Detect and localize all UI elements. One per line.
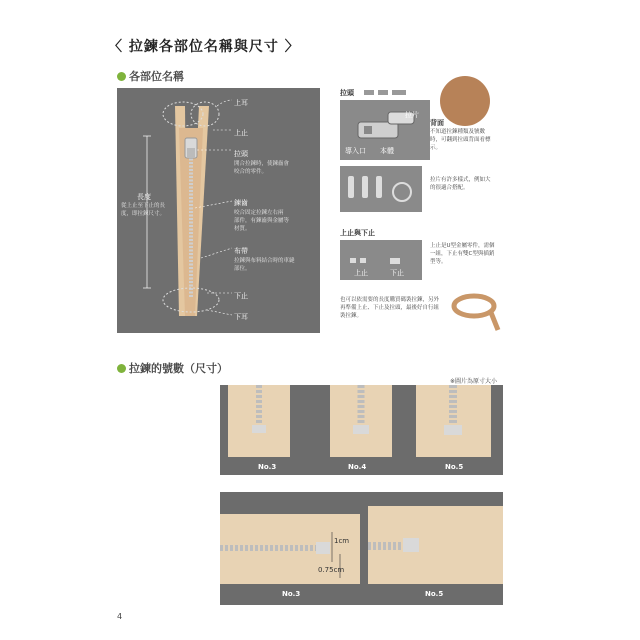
label-top-stop-part: 上止 <box>354 269 368 277</box>
measure-size-label-2: No.5 <box>425 590 444 598</box>
label-entry: 導入口 <box>345 147 366 155</box>
length-desc: 從上止至下止的長 度，即拉鍊尺寸。 <box>121 203 166 217</box>
label-slider: 拉頭 <box>234 150 248 158</box>
section-heading-parts: 各部位名稱 <box>117 68 184 84</box>
label-teeth: 鍊齒 <box>234 199 248 207</box>
section-heading-sizes: 拉鍊的號數（尺寸） <box>117 360 228 376</box>
zipper-measure-illustration <box>220 492 503 605</box>
size-label-2: No.4 <box>348 463 367 471</box>
slider-photo <box>340 100 430 160</box>
tape-desc: 拉鍊與布料結合時的車縫 部位。 <box>234 258 295 272</box>
label-bottom-stop-part: 下止 <box>390 269 404 277</box>
label-bottom-ear: 下耳 <box>234 313 248 321</box>
puller-variety-photo <box>340 166 422 212</box>
pull-heading: 拉頭 <box>340 89 354 97</box>
slider-desc: 開合拉鍊時，使鍊齒會 咬合的零件。 <box>234 161 290 175</box>
bullet-icon <box>117 72 126 81</box>
label-puller: 拉片 <box>405 111 419 119</box>
stops-heading: 上止與下止 <box>340 229 375 237</box>
measure-label-075cm: 0.75cm <box>318 566 345 574</box>
label-back: 背面 <box>430 119 444 127</box>
label-body: 本體 <box>380 147 394 155</box>
zipper-diagram-panel <box>117 88 320 333</box>
chevron-left-icon: 〈 <box>108 39 123 55</box>
size-label-1: No.3 <box>258 463 277 471</box>
label-length: 長度 <box>137 193 151 201</box>
zipper-measure-panel <box>220 492 503 605</box>
bullet-icon <box>117 364 126 373</box>
coiled-zipper-tape-photo <box>450 290 502 336</box>
variety-desc: 拉片有許多樣式，例如大的很適合搭配。 <box>430 177 491 191</box>
size-note: ※圖片為原寸大小 <box>450 378 498 385</box>
label-tape: 布帶 <box>234 247 248 255</box>
zipper-sizes-panel <box>220 385 503 475</box>
back-desc: 不知道拉鍊種類及號數時，可翻到拉頭背面看標示。 <box>430 129 491 151</box>
label-top-ear: 上耳 <box>234 99 248 107</box>
measure-label-1cm: 1cm <box>334 537 350 545</box>
page-title <box>108 36 300 56</box>
page-number: 4 <box>117 612 123 621</box>
label-bottom-stop: 下止 <box>234 292 248 300</box>
chevron-right-icon: 〉 <box>284 39 300 55</box>
zipper-sizes-illustration <box>220 385 503 475</box>
pull-icons-row <box>362 88 422 98</box>
stops-illustration <box>340 240 422 280</box>
puller-variety-illustration <box>340 166 422 212</box>
stops-photo <box>340 240 422 280</box>
page-title-text: 拉鍊各部位名稱與尺寸 <box>128 39 279 55</box>
size-label-3: No.5 <box>445 463 464 471</box>
measure-size-label-1: No.3 <box>282 590 301 598</box>
stops-desc: 上止是U型金屬零件，需個一組，下止有雙C型與插銷型等。 <box>430 243 495 265</box>
stops-extra-desc: 也可以依需要的長度購買碼裝拉鍊，另外再準備上止、下止及拉頭，最後好自行組裝拉鍊。 <box>340 297 440 319</box>
teeth-desc: 咬合固定拉鍊左右兩 部件，有鍊齒與金屬等 材質。 <box>234 210 290 232</box>
slider-back-photo <box>440 76 490 126</box>
label-top-stop: 上止 <box>234 129 248 137</box>
